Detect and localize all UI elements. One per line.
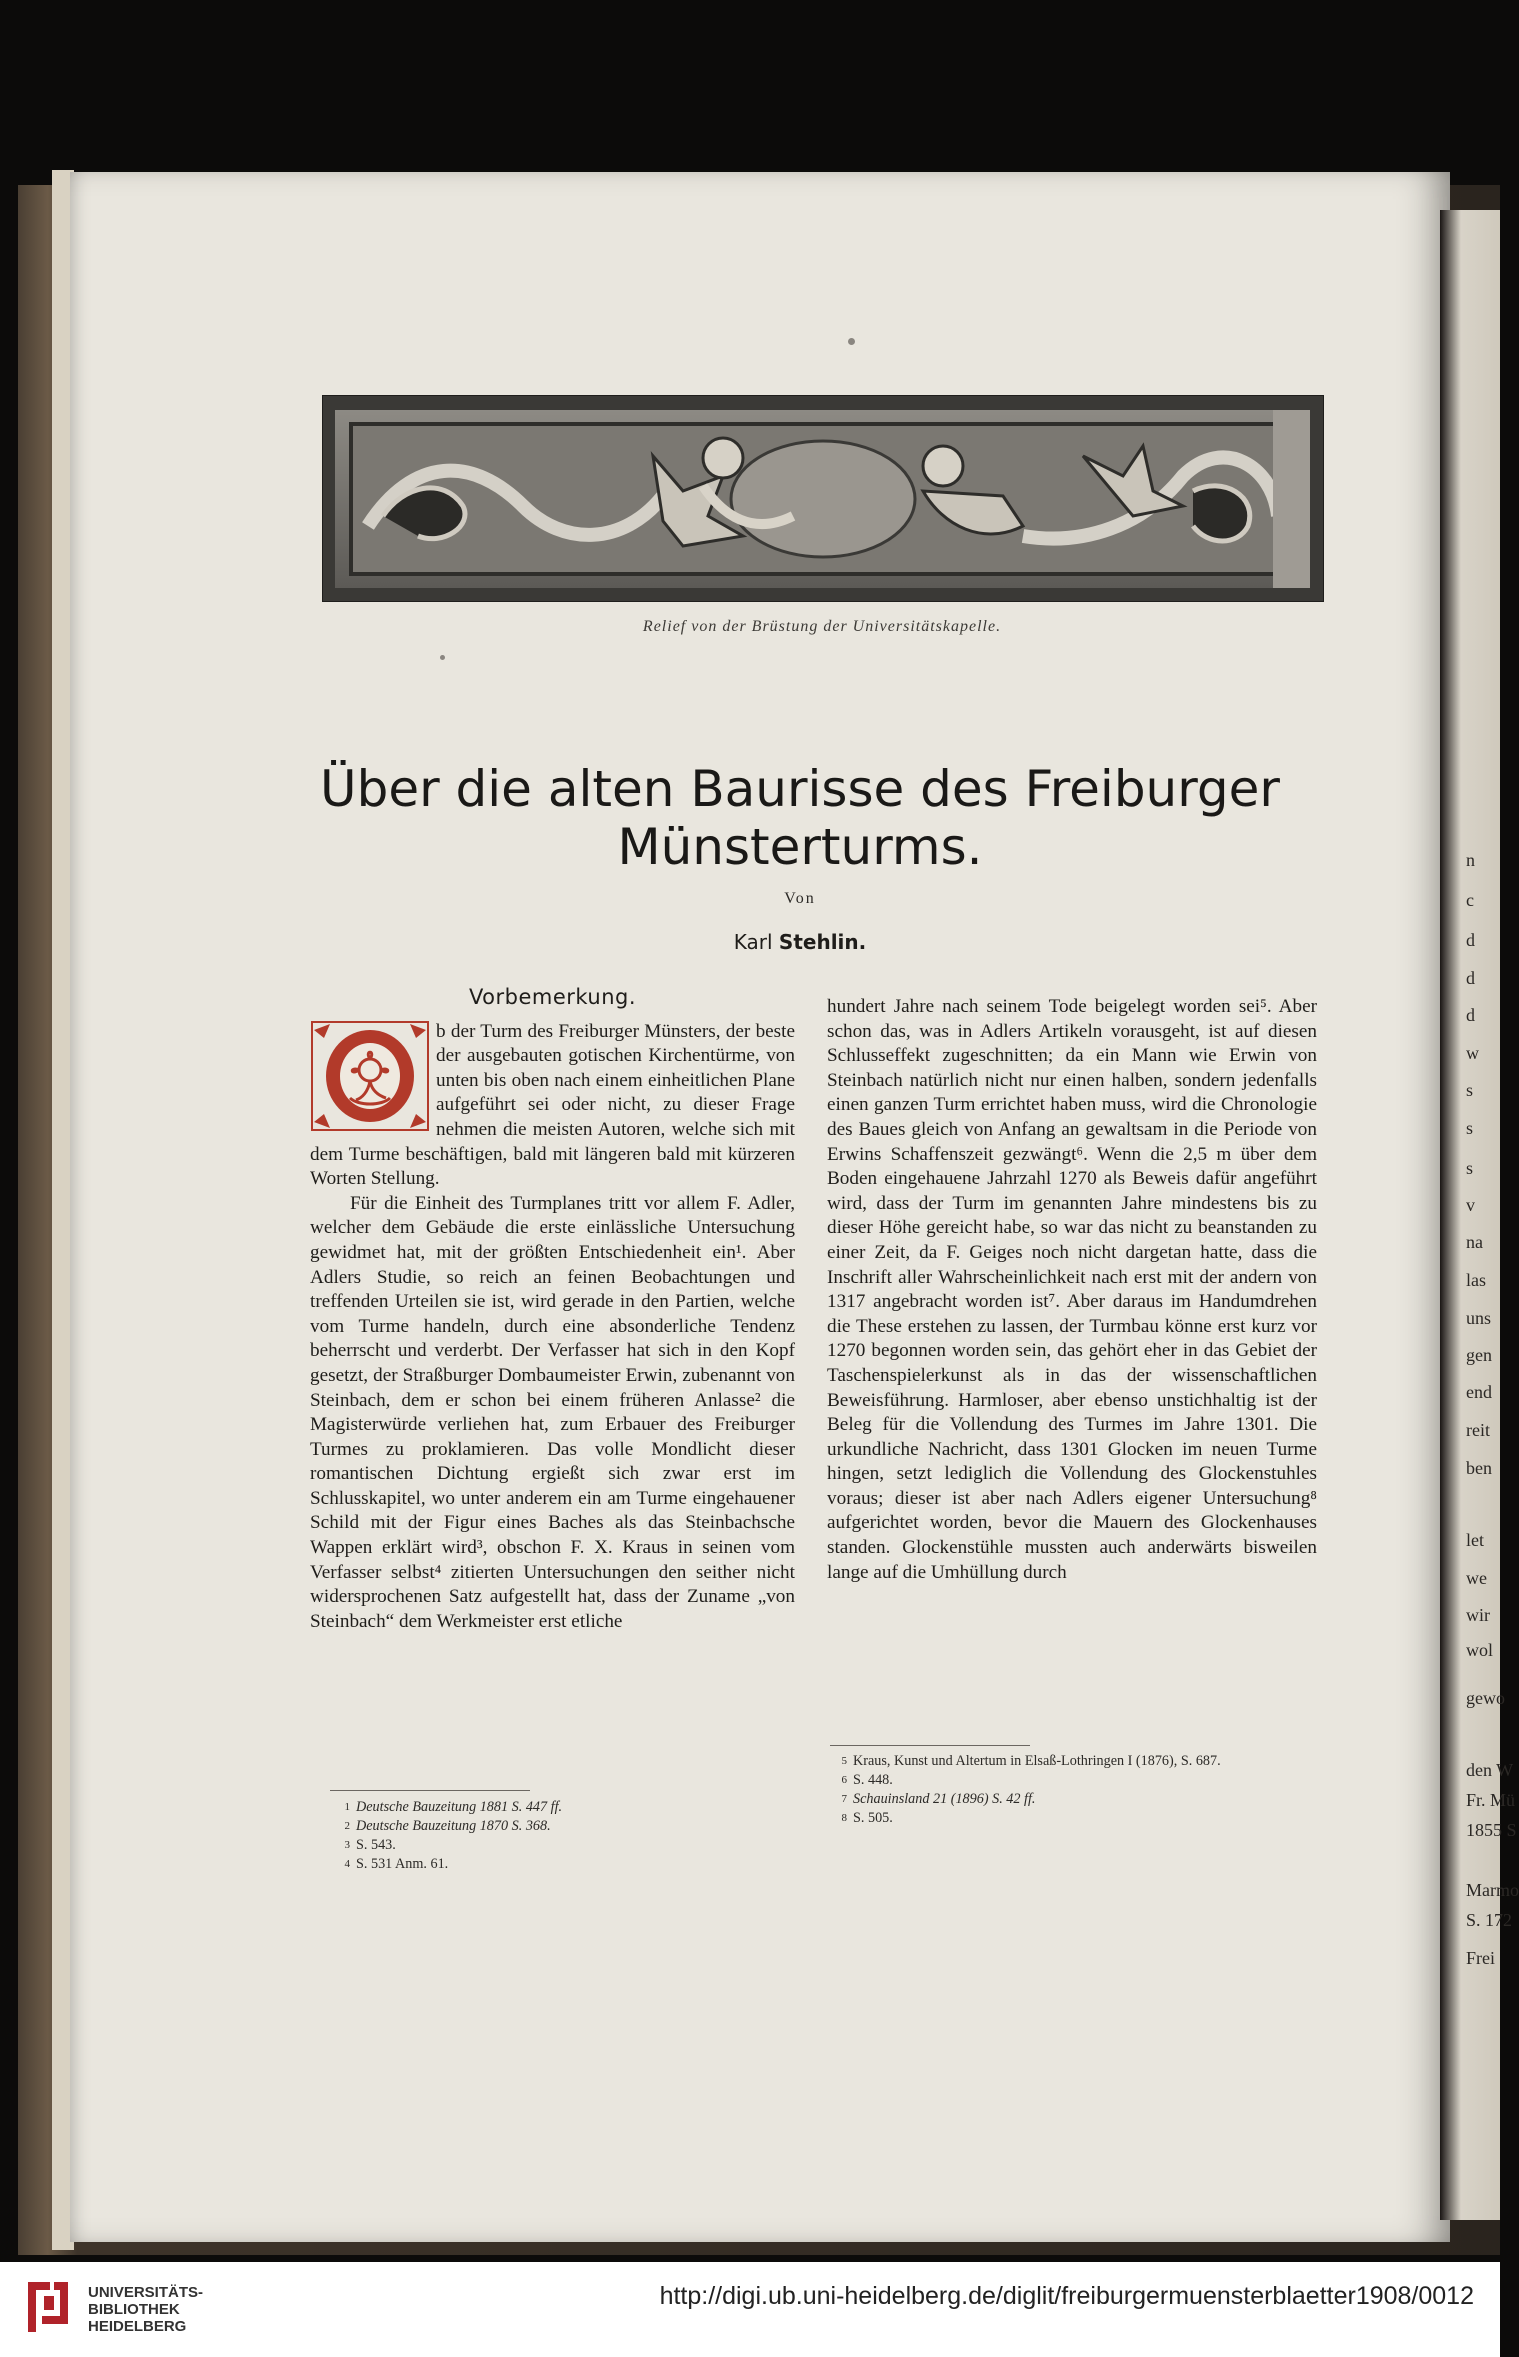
ub-heidelberg-logo-icon: [18, 2276, 78, 2338]
footnote-number: 4: [344, 1858, 350, 1870]
facing-page-text-fragment: d: [1466, 1005, 1475, 1025]
footnote-number: 7: [841, 1793, 847, 1805]
wordmark-line-3: HEIDELBERG: [88, 2318, 187, 2335]
relief-photograph: [322, 395, 1324, 602]
article-title-line-2: Münsterturms.: [617, 818, 983, 876]
facing-page-fragment: [1440, 210, 1519, 2220]
facing-page-text-fragment: end: [1466, 1382, 1492, 1402]
footnote: [330, 1817, 790, 1836]
paragraph-continued: hundert Jahre nach seinem Tode beigelegt worden sei⁵. Aber schon das, was in Adlers Artikeln vorausgeht, ist auf diesen Schlusseffekt zugeschnitten; da ein Mann wie Erwin von Steinbach natürlich nicht nur einen halben, sondern jedenfalls einen ganzen Turm errichtet haben muss, wird die Chronologie des Baues gleich von Anfang an gewaltsam in die Periode von Erwins Schaffenszeit gezwängt⁶. Wenn die 2,5 m über dem Boden eingehauene Jahrzahl 1270 als Beweis dafür angeführt wird, dass der Turm im genannten Jahre mindestens bis zu dieser Höhe gereicht habe, so war das nicht zu beanstanden zu einer Zeit, da F. Geiges noch nicht dargetan hatte, dass die Inschrift aller Wahrscheinlichkeit nach erst mit der andern von 1317 angebracht worden ist⁷. Aber daraus im Handumdrehen die These erstehen zu lassen, der Turmbau könne erst kurz vor 1270 begonnen worden sein, das gehört eher in das Gebiet der Taschenspielerkunst als in das der wissenschaftlichen Beweisführung. Harmloser, aber ebenso unstichhaltig ist der Beleg für die Vollendung des Turmes im Jahre 1301. Die urkundliche Nachricht, dass 1301 Glocken im neuen Turme hingen, setzt lediglich die Vollendung des Glockenstuhles voraus; dieser ist aber nach Adlers eigener Untersuchung⁸ aufgerichtet worden, bevor die Mauern des Glockenhauses standen. Glockenstühle mussten auch anderwärts bisweilen lange auf die Umhüllung durch: [827, 996, 1317, 1583]
author-first-name: Karl: [733, 930, 773, 954]
facing-page-text-fragment: s: [1466, 1080, 1474, 1100]
decorated-initial-o: [310, 1020, 430, 1132]
footnotes-right: [827, 1752, 1317, 1828]
footnote-text: S. 543.: [356, 1837, 396, 1853]
paper-speck: [440, 655, 445, 660]
facing-page-text-fragment: wol: [1466, 1640, 1493, 1660]
paragraph-adler: Für die Einheit des Turmplanes tritt vor allem F. Adler, welcher dem Gebäude die erste einlässliche Untersuchung gewidmet hat, mit der größten Entschiedenheit ein¹. Aber Adlers Studie, so reich an feinen Beobachtungen und treffenden Urteilen sie ist, wird gerade in den Partien, welche vom Turme handeln, durch eine absonderliche Tendenz beherrscht und verderbt. Der Verfasser hat sich in den Kopf gesetzt, der Straßburger Dombaumeister Erwin, zubenannt von Steinbach, dem er schon bei einem früheren Anlasse² die Magisterwürde verliehen hat, zum Erbauer des Freiburger Turmes zu proklamieren. Das volle Mondlicht dieser romantischen Dichtung ergießt sich zwar erst im Schlusskapitel, wo unter anderem ein am Turme eingehauener Schild mit der Figur eines Baches als das Steinbachsche Wappen erklärt wird³, obschon F. X. Kraus in seinen vom Verfasser selbst⁴ zitierten Untersuchungen den seither nicht widersprochenen Satz aufgestellt hat, dass der Zuname „von Steinbach“ dem Werkmeister erst etliche: [310, 1192, 795, 1632]
footnote: [330, 1836, 790, 1855]
facing-page-text-fragment: 1855 S: [1466, 1820, 1517, 1840]
footnote-text: Kraus, Kunst und Altertum in Elsaß-Lothringen I (1876), S. 687.: [853, 1753, 1221, 1769]
document-url-link[interactable]: http://digi.ub.uni-heidelberg.de/diglit/freiburgermuensterblaetter1908/0012: [659, 2282, 1474, 2310]
relief-caption: Relief von der Brüstung der Universitätskapelle.: [642, 618, 1002, 635]
footnote: [827, 1790, 1317, 1809]
footnote: [330, 1798, 790, 1817]
footnote-number: 1: [344, 1801, 350, 1813]
footnote: [827, 1771, 1317, 1790]
author-last-name: Stehlin.: [778, 930, 867, 954]
facing-page-text-fragment: wir: [1466, 1605, 1490, 1625]
facing-page-text-fragment: Fr. Mü: [1466, 1790, 1516, 1810]
footnote: [827, 1809, 1317, 1828]
wordmark-line-2: BIBLIOTHEK: [88, 2301, 180, 2318]
footnote-text: S. 448.: [853, 1772, 893, 1788]
facing-page-text-fragment: c: [1466, 890, 1474, 910]
paragraph-intro: b der Turm des Freiburger Münsters, der beste der ausgebauten gotischen Kirchentürme, von unten bis oben nach einem einheitlichen Plane aufgeführt sei oder nicht, zu dieser Frage nehmen die meisten Autoren, welche sich mit dem Turme beschäftigen, bald mit längeren bald mit kürzeren Worten Stellung.: [310, 1020, 795, 1190]
facing-page-text-fragment: gen: [1466, 1345, 1492, 1365]
footnote-text: Schauinsland 21 (1896) S. 42 ff.: [853, 1791, 1036, 1807]
footnotes-left: [330, 1798, 790, 1874]
facing-page-text-fragment: v: [1466, 1195, 1475, 1215]
facing-page-text-fragment: w: [1466, 1043, 1479, 1063]
footnote-rule-left: [330, 1790, 530, 1791]
facing-page-text-fragment: Marmo: [1466, 1880, 1519, 1900]
facing-page-text-fragment: d: [1466, 930, 1475, 950]
left-text-column: [310, 985, 795, 1634]
footnote-text: Deutsche Bauzeitung 1870 S. 368.: [356, 1818, 551, 1834]
viewer-footer: [0, 2262, 1500, 2357]
wordmark-line-1: UNIVERSITÄTS-: [88, 2284, 204, 2301]
ub-heidelberg-wordmark[interactable]: [88, 2284, 203, 2335]
byline-author: [300, 930, 1300, 954]
footnote-rule-right: [830, 1745, 1030, 1746]
facing-page-text-fragment: na: [1466, 1232, 1483, 1252]
facing-page-text-fragment: let: [1466, 1530, 1484, 1550]
facing-page-text-fragment: reit: [1466, 1420, 1490, 1440]
facing-page-text-fragment: s: [1466, 1158, 1474, 1178]
section-heading: Vorbemerkung.: [468, 985, 637, 1009]
right-text-column: [827, 995, 1317, 1585]
footnote: [827, 1752, 1317, 1771]
footnote-number: 2: [344, 1820, 350, 1832]
facing-page-text-fragment: s: [1466, 1118, 1474, 1138]
facing-page-text-fragment: Frei: [1466, 1948, 1495, 1968]
facing-page-text-fragment: we: [1466, 1568, 1487, 1588]
article-title-line-1: Über die alten Baurisse des Freiburger: [320, 760, 1280, 818]
article-title: [300, 760, 1300, 876]
facing-page-text-fragment: d: [1466, 968, 1475, 988]
footnote: [330, 1855, 790, 1874]
facing-page-text-fragment: uns: [1466, 1308, 1492, 1328]
footnote-text: S. 505.: [853, 1810, 893, 1826]
facing-page-text-fragment: gewo: [1466, 1688, 1505, 1708]
facing-page-text-fragment: n: [1466, 850, 1475, 870]
facing-page-text-fragment: den W: [1466, 1760, 1514, 1780]
footnote-number: 6: [841, 1774, 847, 1786]
footnote-text: Deutsche Bauzeitung 1881 S. 447 ff.: [356, 1799, 563, 1815]
facing-page-text-fragment: ben: [1466, 1458, 1492, 1478]
footnote-number: 8: [841, 1812, 847, 1824]
facing-page-text-fragment: S. 172: [1466, 1910, 1513, 1930]
facing-page-text-fragment: las: [1466, 1270, 1486, 1290]
paper-speck: [848, 338, 855, 345]
footnote-number: 5: [841, 1755, 847, 1767]
byline-von: Von: [784, 890, 816, 907]
footnote-text: S. 531 Anm. 61.: [356, 1856, 449, 1872]
footnote-number: 3: [344, 1839, 350, 1851]
